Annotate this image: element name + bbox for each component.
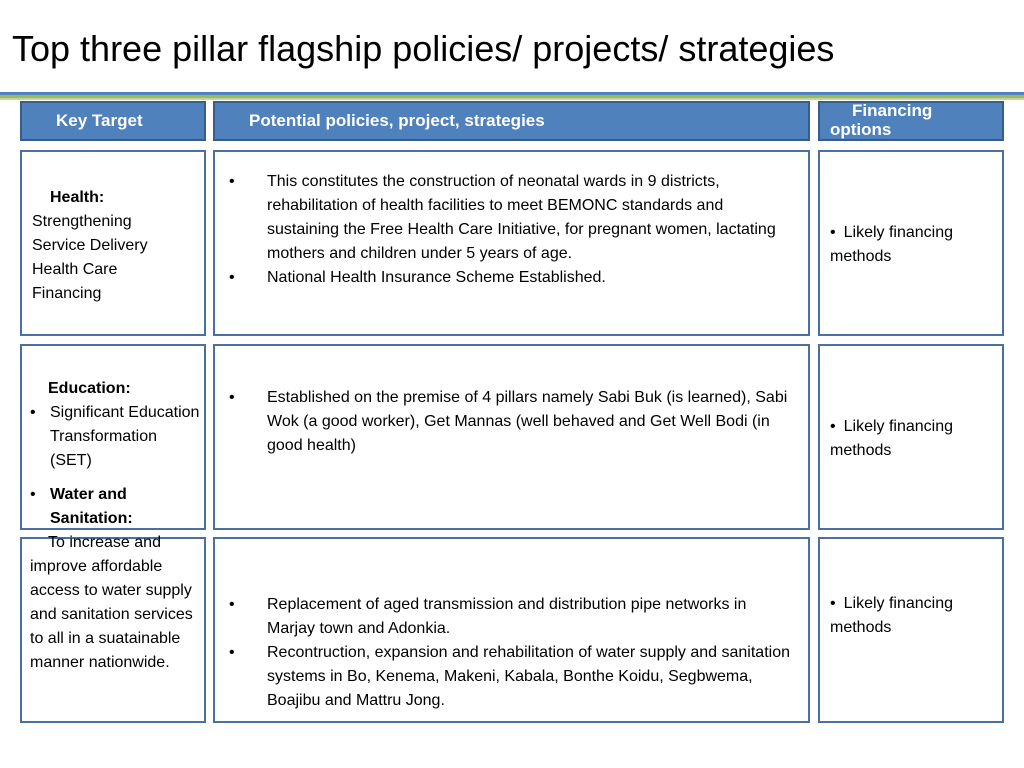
bullet-icon: •	[229, 389, 235, 406]
education-target-text: Significant Education Transformation (SET)	[50, 404, 200, 469]
water-heading: Water and Sanitation:	[50, 486, 133, 527]
policy-text: This constitutes the construction of neonatal wards in 9 districts, rehabilitation of health facilities to meet BEMONC standards and sustaining the Free Health Care Initiative, for pregnant women, lactating mothers and children under 5 years of age.	[267, 173, 776, 262]
header-financing-options	[818, 101, 1004, 141]
policy-text: National Health Insurance Scheme Established.	[267, 269, 606, 286]
health-heading: Health:	[50, 189, 105, 206]
bullet-icon: •	[229, 173, 235, 190]
water-financing-cell	[818, 537, 1004, 723]
list-item	[225, 170, 790, 266]
financing-text: Likely financing methods	[830, 418, 954, 459]
list-item	[225, 386, 790, 458]
bullet-icon: •	[830, 224, 836, 241]
health-target-line: Strengthening	[32, 213, 132, 230]
bullet-icon: •	[229, 644, 235, 661]
education-financing	[830, 415, 994, 463]
health-target-line: Health Care	[32, 261, 118, 278]
bullet-icon: •	[830, 418, 836, 435]
health-financing-cell	[818, 150, 1004, 336]
health-target-line: Service Delivery	[32, 237, 148, 254]
health-key-target	[32, 186, 200, 306]
water-financing	[830, 592, 994, 640]
education-policies-cell	[213, 344, 810, 530]
financing-text: Likely financing methods	[830, 595, 954, 636]
policy-text: Replacement of aged transmission and distribution pipe networks in Marjay town and Adonkia.	[267, 596, 747, 637]
financing-text: Likely financing methods	[830, 224, 954, 265]
list-item	[225, 266, 790, 290]
water-policies-list	[225, 593, 790, 713]
header-financing-label	[830, 103, 932, 141]
water-target-text: To increase and improve affordable access to water supply and sanitation services to all in a suatainable manner nationwide.	[30, 534, 193, 671]
bullet-icon: •	[830, 595, 836, 612]
health-policies-list	[225, 170, 790, 290]
list-item	[30, 483, 200, 531]
list-item	[225, 641, 790, 713]
health-key-target-cell	[20, 150, 206, 336]
list-item	[30, 401, 200, 473]
header-policies-label: Potential policies, project, strategies	[249, 111, 545, 130]
header-financing-line1: Financing	[852, 101, 933, 120]
bullet-icon: •	[229, 269, 235, 286]
bullet-icon: •	[30, 486, 36, 503]
education-heading: Education:	[48, 380, 131, 397]
health-target-line: Financing	[32, 285, 102, 302]
health-financing	[830, 221, 994, 269]
policy-text: Recontruction, expansion and rehabilitation of water supply and sanitation systems in Bo, Kenema, Makeni, Kabala, Bonthe Koidu, Segbwema, Boajibu and Mattru Jong.	[267, 644, 790, 709]
header-financing-line2: options	[830, 120, 892, 139]
bullet-icon: •	[30, 404, 36, 421]
education-policies-list	[225, 386, 790, 458]
header-key-target	[20, 101, 206, 141]
water-policies-cell	[213, 537, 810, 723]
bullet-icon: •	[229, 596, 235, 613]
policy-text: Established on the premise of 4 pillars namely Sabi Buk (is learned), Sabi Wok (a good worker), Get Mannas (well behaved and Get Well Bodi (in good health)	[267, 389, 788, 454]
header-key-target-label: Key Target	[56, 111, 143, 130]
health-policies-cell	[213, 150, 810, 336]
list-item	[225, 593, 790, 641]
header-policies	[213, 101, 810, 141]
slide-title: Top three pillar flagship policies/ projects/ strategies	[12, 28, 835, 69]
education-key-target	[30, 377, 200, 675]
education-financing-cell	[818, 344, 1004, 530]
